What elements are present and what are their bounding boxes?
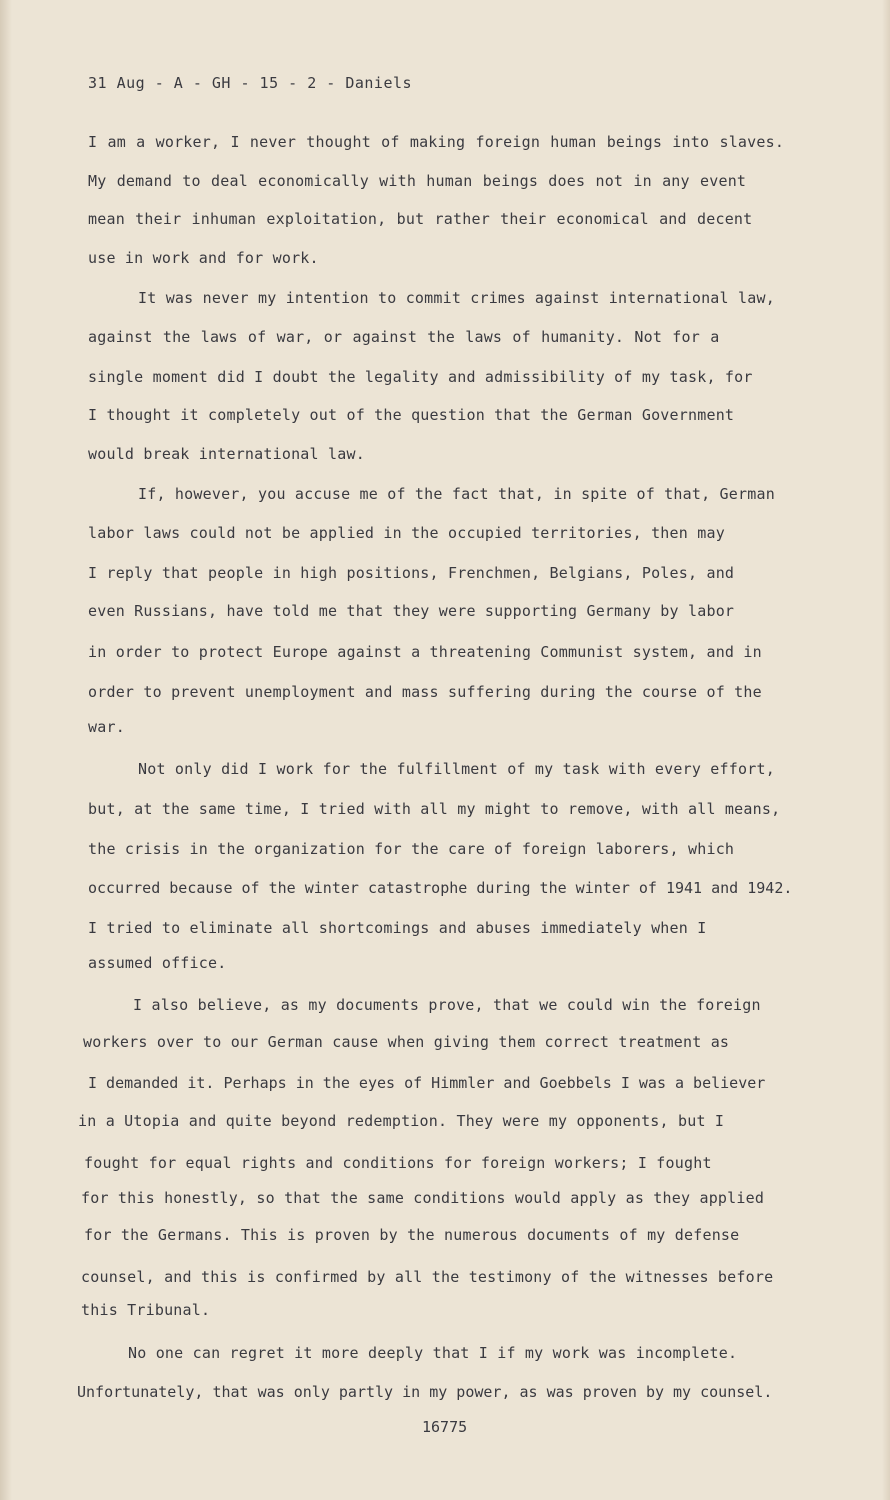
text-line: in a Utopia and quite beyond redemption. They were my opponents, but I <box>78 1112 725 1130</box>
page-number: 16775 <box>422 1418 468 1436</box>
text-line: the crisis in the organization for the care of foreign laborers, which <box>88 840 735 858</box>
text-line: Unfortunately, that was only partly in my power, as was proven by my counsel. <box>77 1383 773 1401</box>
text-line: assumed office. <box>88 954 227 972</box>
text-line: It was never my intention to commit crimes against international law, <box>138 289 775 307</box>
document-header: 31 Aug - A - GH - 15 - 2 - Daniels <box>88 74 413 92</box>
text-line: but, at the same time, I tried with all my might to remove, with all means, <box>88 800 781 818</box>
text-line: fought for equal rights and conditions for foreign workers; I fought <box>84 1154 712 1172</box>
text-line: occurred because of the winter catastrophe during the winter of 1941 and 1942. <box>88 879 793 897</box>
text-line: Not only did I work for the fulfillment of my task with every effort, <box>138 760 775 778</box>
text-line: for this honestly, so that the same conditions would apply as they applied <box>81 1189 765 1207</box>
text-line: I reply that people in high positions, Frenchmen, Belgians, Poles, and <box>88 564 735 582</box>
text-line: this Tribunal. <box>81 1301 211 1319</box>
text-line: workers over to our German cause when giving them correct treatment as <box>83 1033 730 1051</box>
text-line: use in work and for work. <box>88 249 319 267</box>
text-line: I also believe, as my documents prove, that we could win the foreign <box>133 996 761 1014</box>
text-line: for the Germans. This is proven by the numerous documents of my defense <box>84 1226 740 1244</box>
text-line: I tried to eliminate all shortcomings and abuses immediately when I <box>88 919 707 937</box>
text-line: I am a worker, I never thought of making foreign human beings into slaves. <box>88 133 785 151</box>
text-line: I demanded it. Perhaps in the eyes of Himmler and Goebbels I was a believer <box>88 1074 766 1092</box>
text-line: would break international law. <box>88 445 365 463</box>
text-line: even Russians, have told me that they were supporting Germany by labor <box>88 602 735 620</box>
text-line: mean their inhuman exploitation, but rather their economical and decent <box>88 210 753 228</box>
text-line: war. <box>88 718 125 736</box>
text-line: order to prevent unemployment and mass suffering during the course of the <box>88 683 762 701</box>
text-line: I thought it completely out of the question that the German Government <box>88 406 735 424</box>
text-line: counsel, and this is confirmed by all the testimony of the witnesses before <box>81 1268 774 1286</box>
page-edge-right <box>882 0 890 1500</box>
text-line: labor laws could not be applied in the occupied territories, then may <box>88 524 725 542</box>
text-line: in order to protect Europe against a threatening Communist system, and in <box>88 643 762 661</box>
text-line: My demand to deal economically with human beings does not in any event <box>88 172 747 190</box>
text-line: No one can regret it more deeply that I if my work was incomplete. <box>128 1344 738 1362</box>
page-edge-left <box>0 0 12 1500</box>
text-line: against the laws of war, or against the laws of humanity. Not for a <box>88 328 720 346</box>
text-line: single moment did I doubt the legality and admissibility of my task, for <box>88 368 753 386</box>
text-line: If, however, you accuse me of the fact that, in spite of that, German <box>138 485 775 503</box>
